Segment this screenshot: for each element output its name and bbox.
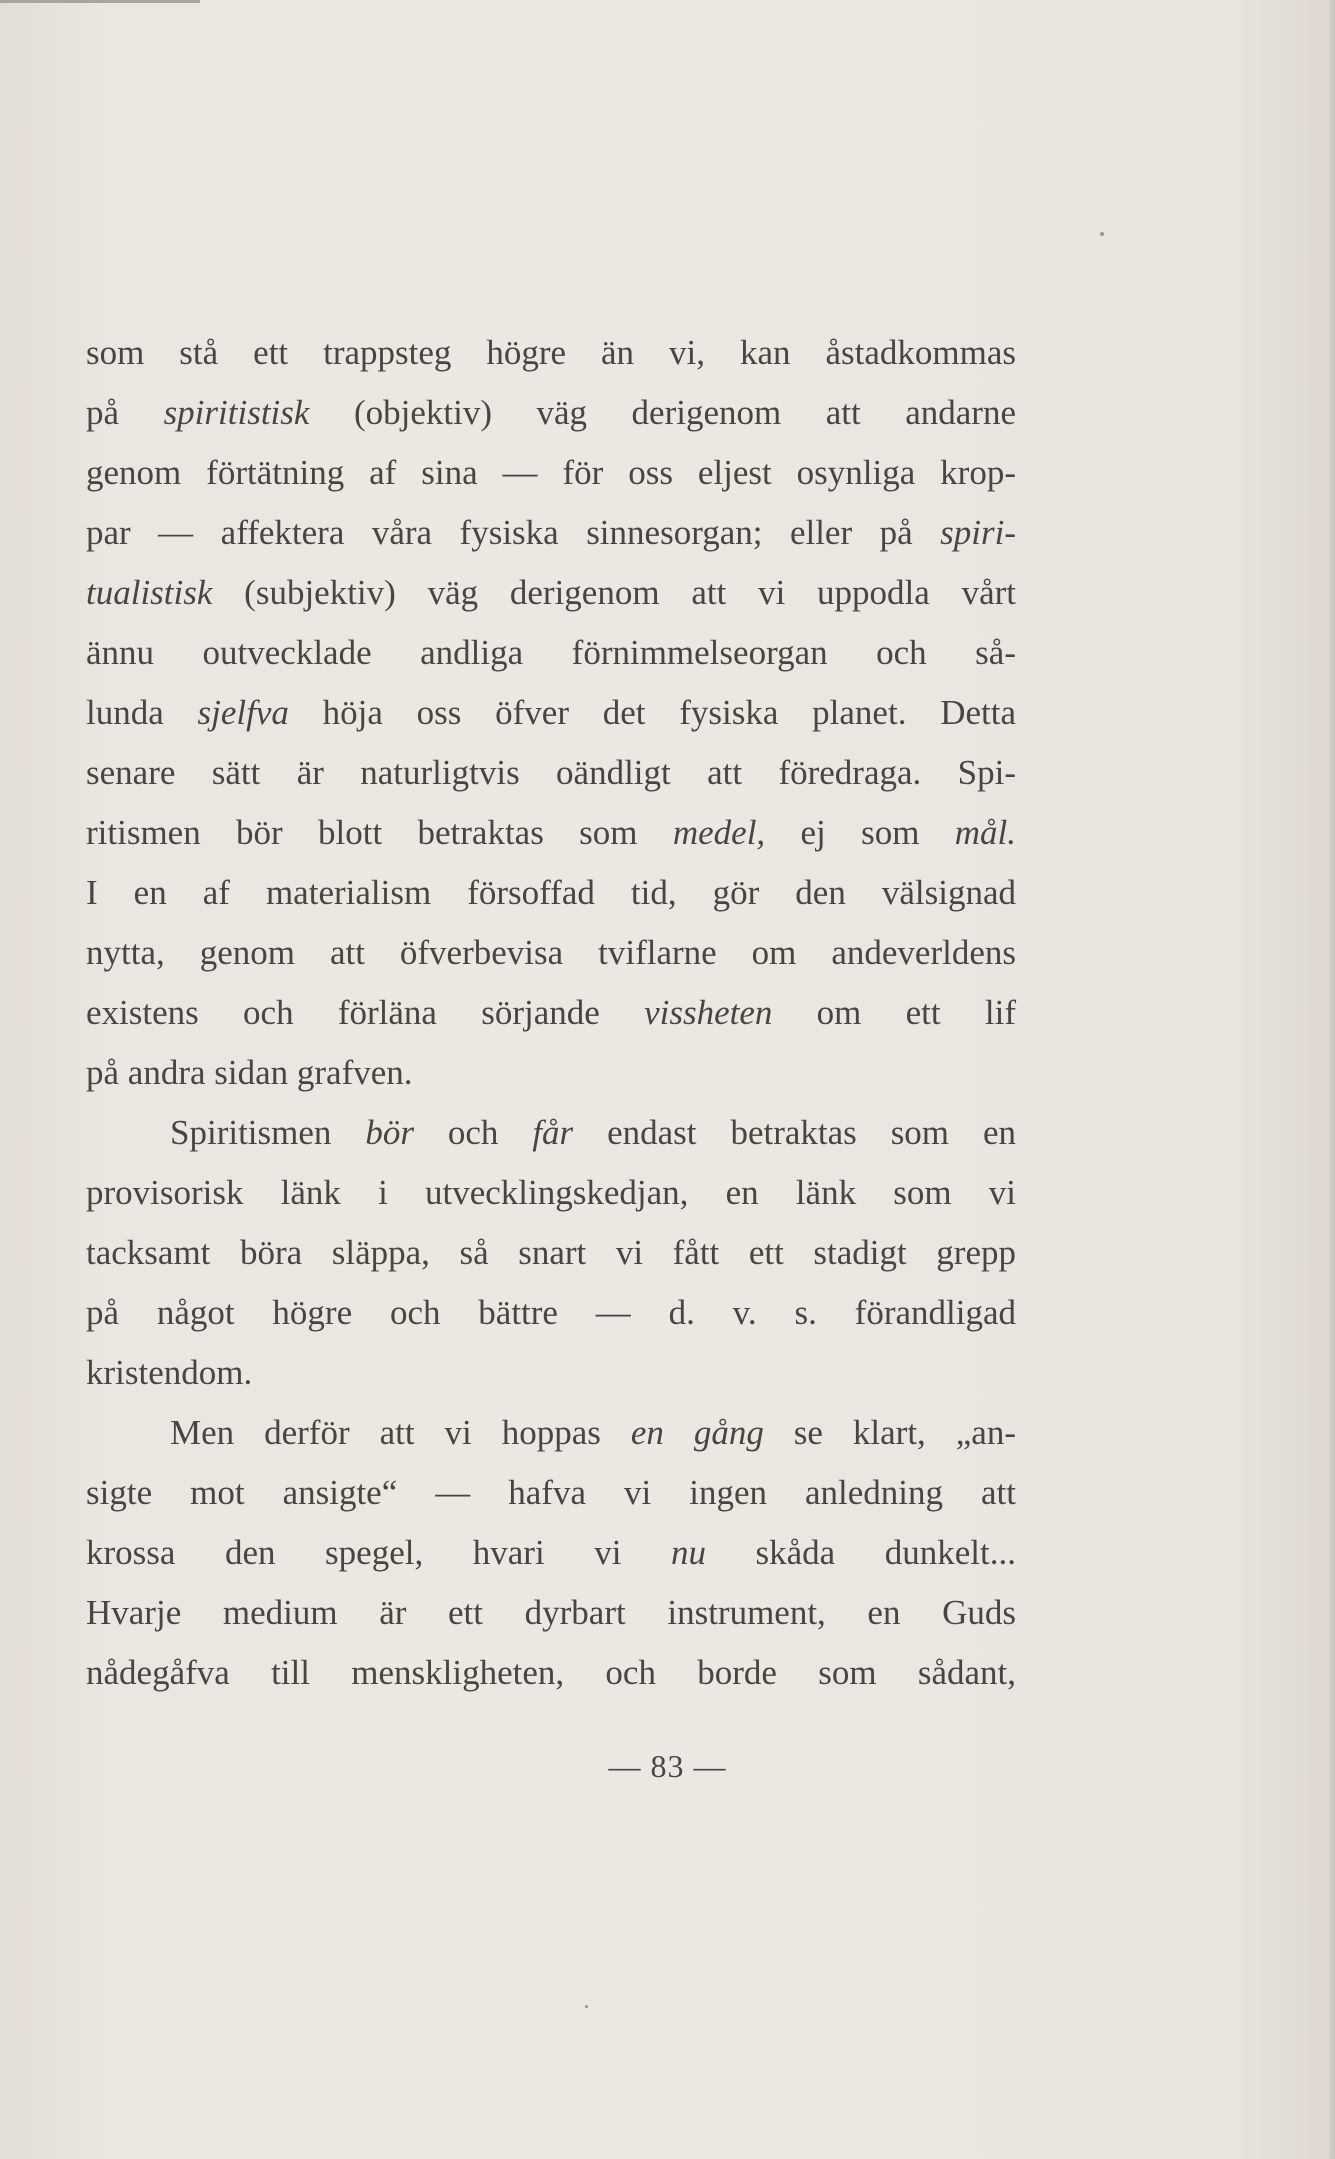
text-segment: se klart, „an- — [763, 1413, 1016, 1452]
page-number: — 83 — — [608, 1748, 727, 1784]
text-line — [86, 1043, 1016, 1103]
text-segment: (objektiv) väg derigenom att andarne — [309, 393, 1016, 432]
text-segment: kristendom. — [86, 1353, 253, 1392]
text-segment: om ett lif — [772, 993, 1017, 1032]
text-line — [86, 743, 1016, 803]
text-segment: ännu outvecklade andliga förnimmelseorgan och så- — [86, 633, 1016, 672]
text-line — [86, 383, 1016, 443]
text-segment: Hvarje medium är ett dyrbart instrument, en Guds — [86, 1593, 1016, 1632]
text-line — [86, 323, 1016, 383]
emphasis-text: sjelfva — [197, 693, 289, 732]
text-line — [86, 563, 1016, 623]
text-segment: I en af materialism försoffad tid, gör den välsignad — [86, 873, 1016, 912]
text-segment: skåda dunkelt... — [705, 1533, 1016, 1572]
text-line — [86, 623, 1016, 683]
emphasis-text: mål. — [954, 813, 1016, 852]
text-segment: endast betraktas som en — [573, 1113, 1016, 1152]
text-segment: sigte mot ansigte“ — hafva vi ingen anledning att — [86, 1473, 1016, 1512]
page-top-edge — [0, 0, 200, 3]
text-line — [86, 1463, 1016, 1523]
text-line — [86, 1343, 1016, 1403]
emphasis-text: en gång — [630, 1413, 764, 1452]
text-line — [86, 1223, 1016, 1283]
emphasis-text: tualistisk — [86, 573, 213, 612]
text-segment: lunda — [86, 693, 198, 732]
page-right-edge — [1329, 0, 1335, 2159]
text-line — [86, 503, 1016, 563]
text-segment: krossa den spegel, hvari vi — [86, 1533, 671, 1572]
text-segment: (subjektiv) väg derigenom att vi uppodla vårt — [212, 573, 1016, 612]
text-line — [86, 983, 1016, 1043]
text-segment: och — [413, 1113, 533, 1152]
paper-speck — [585, 2005, 588, 2008]
emphasis-text: medel, — [672, 813, 766, 852]
text-line — [86, 923, 1016, 983]
emphasis-text: nu — [670, 1533, 706, 1572]
emphasis-text: får — [532, 1113, 574, 1152]
text-line — [86, 1523, 1016, 1583]
text-segment: höja oss öfver det fysiska planet. Detta — [288, 693, 1016, 732]
text-segment: existens och förläna sörjande — [86, 993, 645, 1032]
text-segment: genom förtätning af sina — för oss eljest osynliga krop- — [86, 453, 1016, 492]
text-segment: som stå ett trappsteg högre än vi, kan åstadkommas — [86, 333, 1016, 372]
text-line — [86, 1643, 1016, 1703]
text-line — [86, 1583, 1016, 1643]
emphasis-text: bör — [365, 1113, 414, 1152]
text-line — [86, 443, 1016, 503]
text-segment: på andra sidan grafven. — [86, 1053, 413, 1092]
text-segment: senare sätt är naturligtvis oändligt att föredraga. Spi- — [86, 753, 1016, 792]
body-text — [86, 323, 1016, 1703]
text-segment: ej som — [765, 813, 955, 852]
text-line — [86, 683, 1016, 743]
text-line — [86, 1283, 1016, 1343]
text-segment: på något högre och bättre — d. v. s. förandligad — [86, 1293, 1016, 1332]
text-line — [86, 803, 1016, 863]
emphasis-text: spiritistisk — [163, 393, 310, 432]
text-line — [86, 863, 1016, 923]
text-segment: provisorisk länk i utvecklingskedjan, en länk som vi — [86, 1173, 1016, 1212]
paper-speck — [1100, 232, 1104, 236]
text-segment: på — [86, 393, 164, 432]
text-segment: nytta, genom att öfverbevisa tviflarne om andeverldens — [86, 933, 1016, 972]
text-line — [86, 1163, 1016, 1223]
text-segment: nådegåfva till menskligheten, och borde som sådant, — [86, 1653, 1016, 1692]
text-line — [86, 1403, 1016, 1463]
text-segment: ritismen bör blott betraktas som — [86, 813, 673, 852]
text-segment: Spiritismen — [170, 1113, 366, 1152]
text-segment: par — affektera våra fysiska sinnesorgan; eller på — [86, 513, 941, 552]
emphasis-text: vissheten — [644, 993, 773, 1032]
text-segment: tacksamt böra släppa, så snart vi fått ett stadigt grepp — [86, 1233, 1016, 1272]
text-segment: Men derför att vi hoppas — [170, 1413, 631, 1452]
text-line — [86, 1103, 1016, 1163]
emphasis-text: spiri- — [940, 513, 1016, 552]
